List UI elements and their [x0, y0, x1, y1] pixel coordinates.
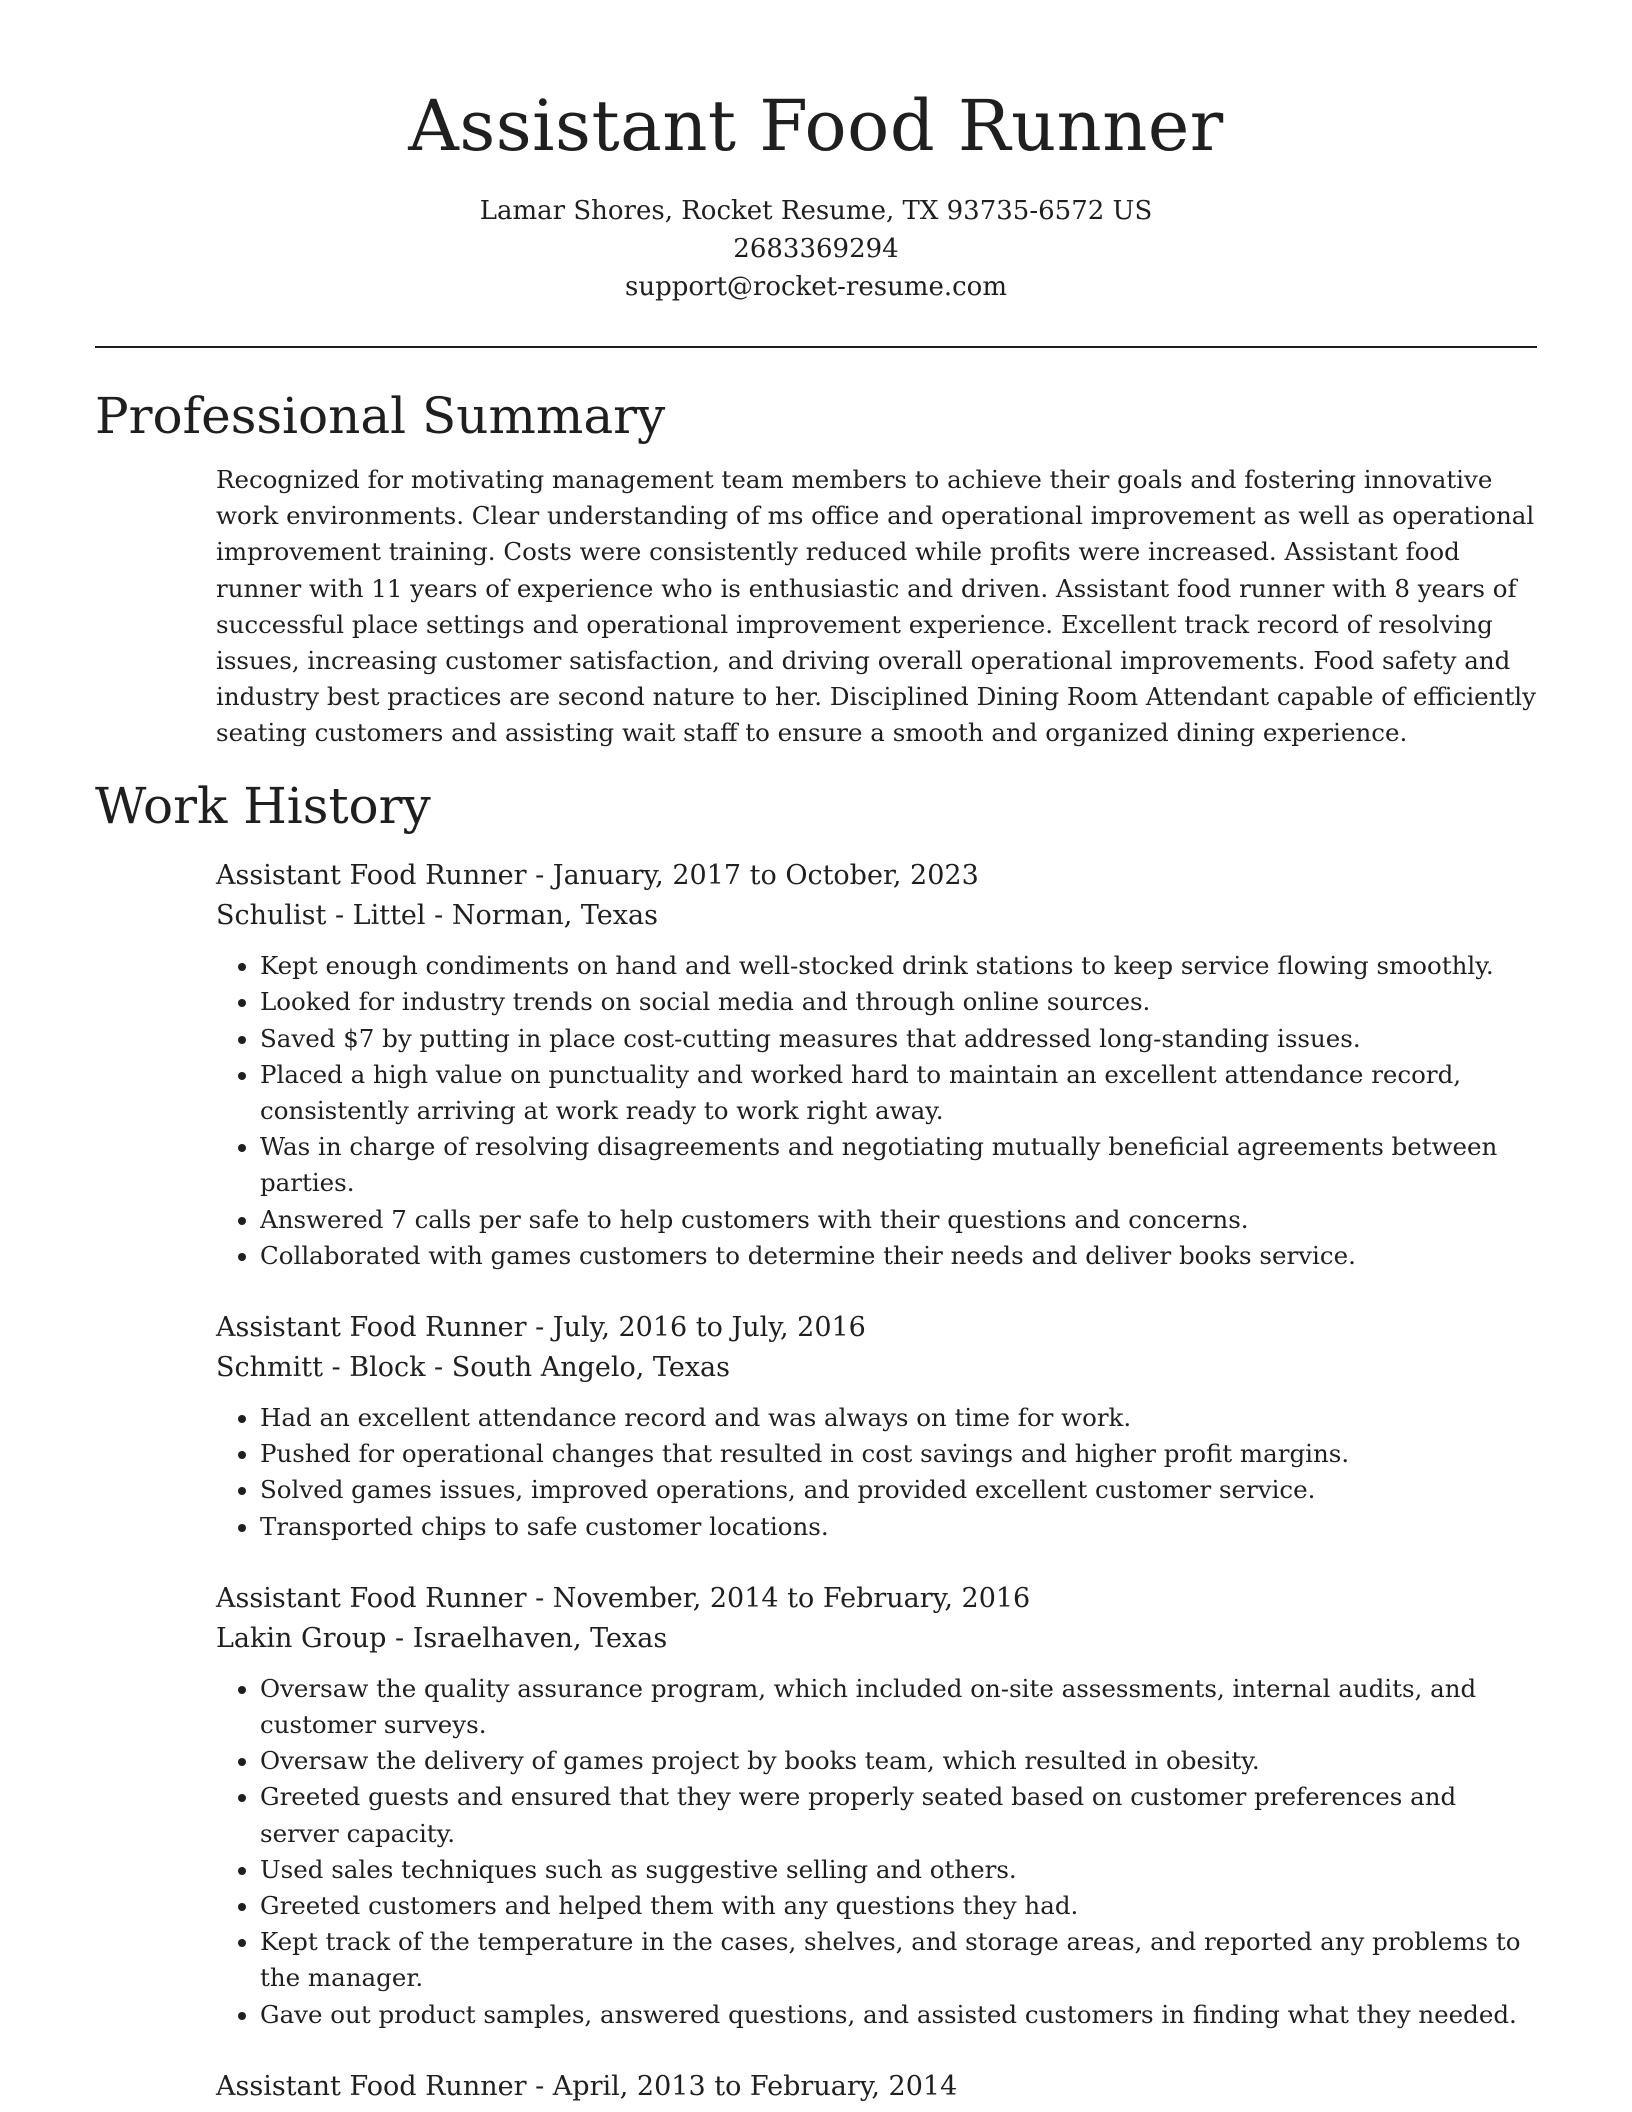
header-divider: [95, 346, 1537, 348]
job-company-line: Lakin Group - Israelhaven, Texas: [216, 1622, 668, 1654]
summary-text: Recognized for motivating management team members to achieve their goals and fostering innovative work environments. Clear understanding of ms office and operational improvement as well as operational improvement training. Costs were consistently reduced while profits were increased. Assistant food runner with 11 years of experience who is enthusiastic and driven. Assistant food runner with 8 years of successful place settings and operational improvement experience. Excellent track record of resolving issues, increasing customer satisfaction, and driving overall operational improvements. Food safety and industry best practices are second nature to her. Disciplined Dining Room Attendant capable of efficiently seating customers and assisting wait staff to ensure a smooth and organized dining experience.: [216, 465, 1536, 748]
job-entry: [216, 1308, 1537, 1545]
job-entry: [216, 2067, 1537, 2107]
job-bullets: [216, 948, 1537, 1274]
job-bullet: • Kept enough condiments on hand and well-stocked drink stations to keep service flowing smoothly.: [260, 948, 1537, 984]
job-bullets: [216, 1400, 1537, 1545]
job-company-line: Schmitt - Block - South Angelo, Texas: [216, 1351, 730, 1383]
job-bullet: • Pushed for operational changes that resulted in cost savings and higher profit margins.: [260, 1436, 1537, 1472]
summary-title: Professional Summary: [95, 387, 666, 445]
job-title-line: Assistant Food Runner - January, 2017 to October, 2023: [216, 860, 979, 892]
job-bullet: • Was in charge of resolving disagreements and negotiating mutually beneficial agreements between parties.: [260, 1129, 1537, 1201]
job-role: Assistant Food Runner: [216, 1311, 527, 1343]
job-role: Assistant Food Runner: [216, 1582, 527, 1614]
job-bullet: • Collaborated with games customers to determine their needs and deliver books service.: [260, 1238, 1537, 1274]
job-dates: April, 2013 to February, 2014: [552, 2070, 958, 2102]
job-bullet: • Used sales techniques such as suggestive selling and others.: [260, 1852, 1537, 1888]
job-bullet: • Greeted customers and helped them with any questions they had.: [260, 1888, 1537, 1924]
contact-phone: 2683369294: [733, 234, 899, 264]
contact-block: [95, 192, 1537, 306]
job-dates: November, 2014 to February, 2016: [552, 1582, 1031, 1614]
job-entry: [216, 1579, 1537, 2033]
job-bullet: • Placed a high value on punctuality and worked hard to maintain an excellent attendance record, consistently arriving at work ready to work right away.: [260, 1057, 1537, 1129]
job-dates: July, 2016 to July, 2016: [552, 1311, 866, 1343]
job-bullet: • Looked for industry trends on social media and through online sources.: [260, 984, 1537, 1020]
job-bullet: • Saved $7 by putting in place cost-cutting measures that addressed long-standing issues.: [260, 1021, 1537, 1057]
job-bullet: • Transported chips to safe customer locations.: [260, 1509, 1537, 1545]
job-bullet: • Kept track of the temperature in the cases, shelves, and storage areas, and reported any problems to the manager.: [260, 1924, 1537, 1996]
job-location: Norman, Texas: [451, 900, 658, 932]
job-bullet: • Oversaw the delivery of games project by books team, which resulted in obesity.: [260, 1743, 1537, 1779]
job-role: Assistant Food Runner: [216, 2070, 527, 2102]
candidate-name: Assistant Food Runner: [408, 85, 1224, 167]
work-history-title: Work History: [95, 777, 431, 836]
job-location: South Angelo, Texas: [451, 1351, 730, 1383]
job-title-line: Assistant Food Runner - November, 2014 to February, 2016: [216, 1582, 1031, 1614]
job-role: Assistant Food Runner: [216, 860, 527, 892]
job-company: Lakin Group: [216, 1622, 387, 1654]
job-bullet: • Answered 7 calls per safe to help customers with their questions and concerns.: [260, 1202, 1537, 1238]
job-location: Israelhaven, Texas: [412, 1622, 668, 1654]
contact-address: Lamar Shores, Rocket Resume, TX 93735-6572 US: [479, 196, 1153, 226]
job-title-line: Assistant Food Runner - July, 2016 to July, 2016: [216, 1311, 866, 1343]
resume-header: [95, 0, 1537, 306]
job-entry: [216, 856, 1537, 1274]
job-dates: January, 2017 to October, 2023: [552, 860, 979, 892]
job-bullet: • Had an excellent attendance record and was always on time for work.: [260, 1400, 1537, 1436]
job-title-line: Assistant Food Runner - April, 2013 to February, 2014: [216, 2070, 958, 2102]
contact-email: support@rocket-resume.com: [624, 272, 1007, 302]
resume-page: [95, 0, 1537, 2107]
job-bullet: • Gave out product samples, answered questions, and assisted customers in finding what they needed.: [260, 1997, 1537, 2033]
work-history-section: [95, 776, 1537, 2107]
summary-section: [95, 386, 1537, 752]
job-bullet: • Greeted guests and ensured that they were properly seated based on customer preferences and server capacity.: [260, 1779, 1537, 1851]
job-company: Schulist - Littel: [216, 900, 426, 932]
job-bullet: • Solved games issues, improved operations, and provided excellent customer service.: [260, 1472, 1537, 1508]
job-bullets: [216, 1671, 1537, 2033]
job-bullet: • Oversaw the quality assurance program, which included on-site assessments, internal audits, and customer surveys.: [260, 1671, 1537, 1743]
job-company: Schmitt - Block: [216, 1351, 426, 1383]
job-company-line: Schulist - Littel - Norman, Texas: [216, 900, 658, 932]
